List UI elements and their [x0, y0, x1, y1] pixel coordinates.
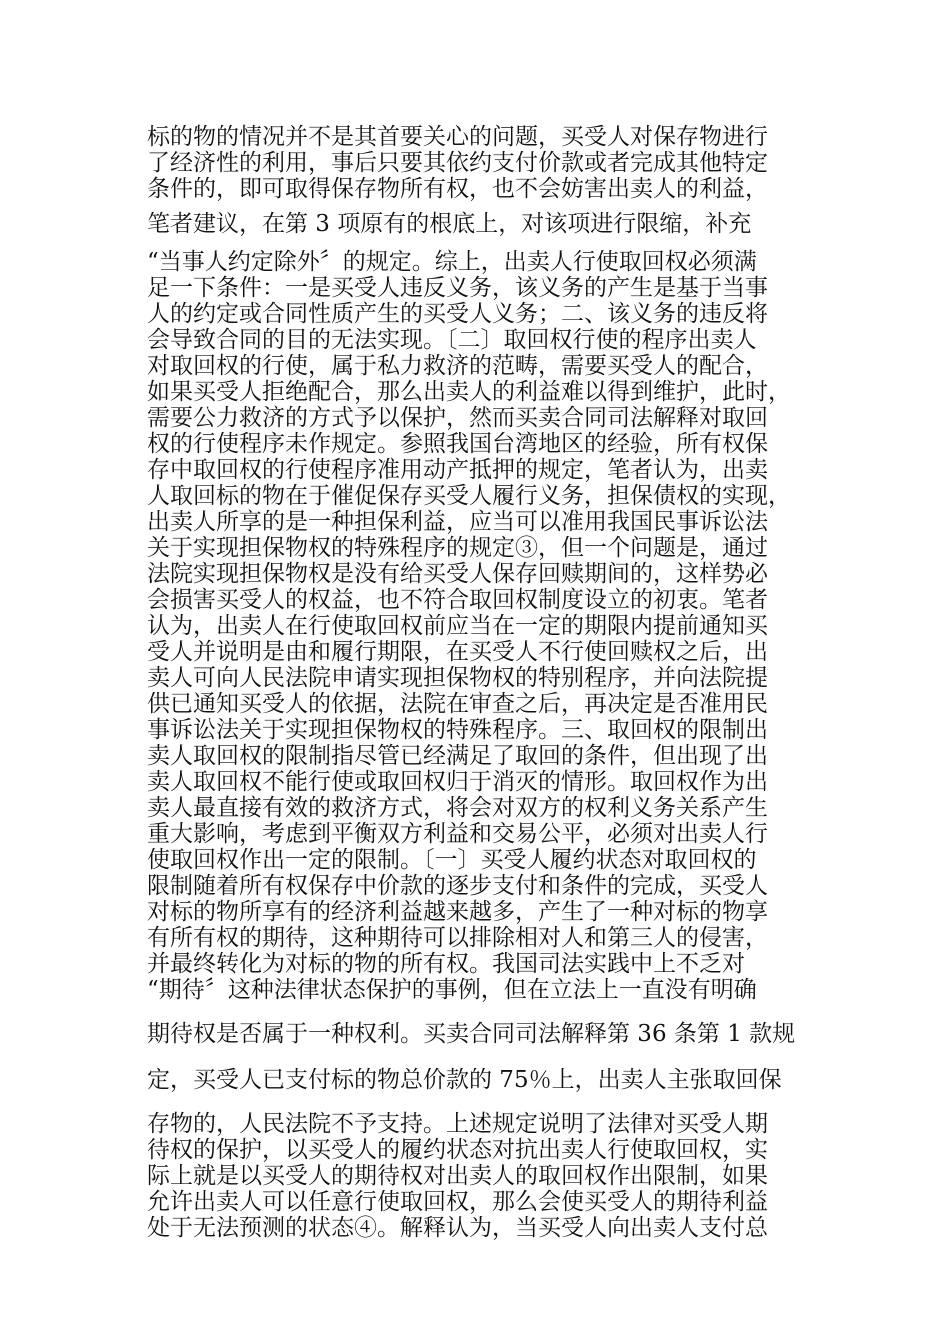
text-line: 会损害买受人的权益，也不符合取回权制度设立的初衷。笔者 — [147, 587, 768, 613]
text-line: 条件的，即可取得保存物所有权，也不会妨害出卖人的利益， — [147, 176, 768, 202]
text-line: 允许出卖人可以任意行使取回权，那么会使买受人的期待利益 — [147, 1189, 768, 1215]
text-line: 出卖人所享的是一种担保利益，应当可以准用我国民事诉讼法 — [147, 509, 768, 535]
text-line: 认为，出卖人在行使取回权前应当在一定的期限内提前通知买 — [147, 613, 768, 639]
text-line: 标的物的情况并不是其首要关心的问题，买受人对保存物进行 — [147, 124, 768, 150]
text-line: 足一下条件：一是买受人违反义务，该义务的产生是基于当事 — [147, 275, 768, 301]
text-line: “期待〞这种法律状态保护的事例，但在立法上一直没有明确 — [147, 977, 757, 1003]
text-line: 卖人最直接有效的救济方式，将会对双方的权利义务关系产生 — [147, 795, 768, 821]
text-line: 期待权是否属于一种权利。买卖合同司法解释第 36 条第 1 款规 — [147, 1021, 796, 1047]
text-line: 卖人取回权不能行使或取回权归于消灭的情形。取回权作为出 — [147, 769, 768, 795]
text-line: 定，买受人已支付标的物总价款的 75％上，出卖人主张取回保 — [147, 1067, 782, 1093]
text-line: 法院实现担保物权是没有给买受人保存回赎期间的，这样势必 — [147, 561, 768, 587]
text-line: 受人并说明是由和履行期限，在买受人不行使回赎权之后，出 — [147, 639, 768, 665]
text-line: 权的行使程序未作规定。参照我国台湾地区的经验，所有权保 — [147, 431, 768, 457]
text-line: 会导致合同的目的无法实现。〔二〕取回权行使的程序出卖人 — [147, 327, 757, 353]
text-line: 并最终转化为对标的物的所有权。我国司法实践中上不乏对 — [147, 951, 745, 977]
text-line: 事诉讼法关于实现担保物权的特殊程序。三、取回权的限制出 — [147, 717, 768, 743]
text-line: 人取回标的物在于催促保存买受人履行义务，担保债权的实现， — [147, 483, 791, 509]
text-line: 对标的物所享有的经济利益越来越多，产生了一种对标的物享 — [147, 899, 768, 925]
text-line: 人的约定或合同性质产生的买受人义务；二、该义务的违反将 — [147, 301, 768, 327]
text-line: 重大影响，考虑到平衡双方利益和交易公平，必须对出卖人行 — [147, 821, 768, 847]
text-line: 卖人取回权的限制指尽管已经满足了取回的条件，但出现了出 — [147, 743, 768, 769]
text-line: 关于实现担保物权的特殊程序的规定③，但一个问题是，通过 — [147, 535, 768, 561]
text-line: 限制随着所有权保存中价款的逐步支付和条件的完成，买受人 — [147, 873, 768, 899]
text-line: 使取回权作出一定的限制。〔一〕买受人履约状态对取回权的 — [147, 847, 757, 873]
text-line: 存物的，人民法院不予支持。上述规定说明了法律对买受人期 — [147, 1111, 768, 1137]
text-line: 如果买受人拒绝配合，那么出卖人的利益难以得到维护，此时， — [147, 379, 791, 405]
text-line: 对取回权的行使，属于私力救济的范畴，需要买受人的配合， — [147, 353, 768, 379]
text-line: 需要公力救济的方式予以保护，然而买卖合同司法解释对取回 — [147, 405, 768, 431]
text-line: 际上就是以买受人的期待权对出卖人的取回权作出限制，如果 — [147, 1163, 768, 1189]
text-line: 供已通知买受人的依据，法院在审查之后，再决定是否准用民 — [147, 691, 768, 717]
text-line: 有所有权的期待，这种期待可以排除相对人和第三人的侵害， — [147, 925, 768, 951]
text-line: 处于无法预测的状态④。解释认为，当买受人向出卖人支付总 — [147, 1215, 768, 1241]
text-line: 存中取回权的行使程序准用动产抵押的规定，笔者认为，出卖 — [147, 457, 768, 483]
text-line: 了经济性的利用，事后只要其依约支付价款或者完成其他特定 — [147, 150, 768, 176]
text-line: “当事人约定除外〞的规定。综上，出卖人行使取回权必须满 — [147, 249, 757, 275]
text-line: 待权的保护，以买受人的履约状态对抗出卖人行使取回权，实 — [147, 1137, 768, 1163]
text-line: 卖人可向人民法院申请实现担保物权的特别程序，并向法院提 — [147, 665, 768, 691]
text-line: 笔者建议，在第 3 项原有的根底上，对该项进行限缩，补充 — [147, 211, 752, 237]
